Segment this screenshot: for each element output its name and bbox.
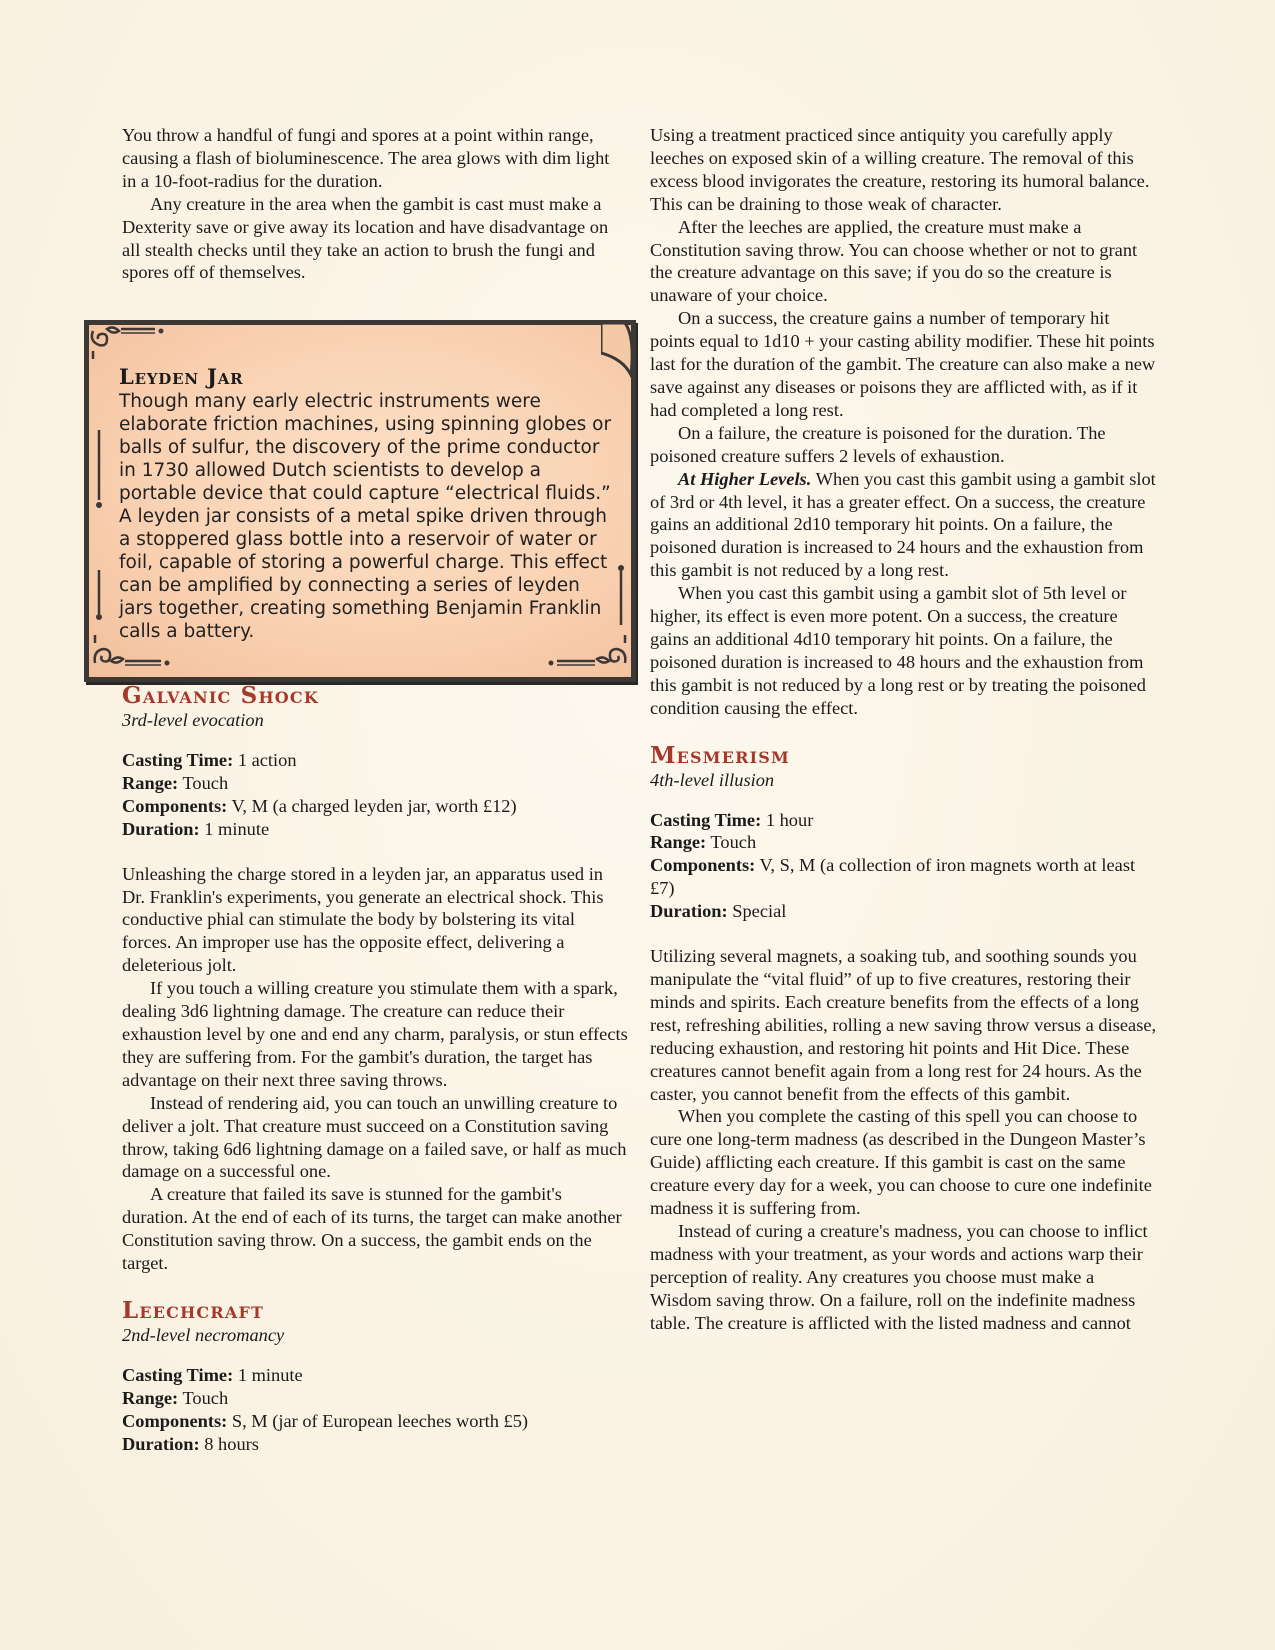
casting-time-line: [650, 809, 1158, 832]
mesmerism-paragraph-3: Instead of curing a creature's madness, you can choose to inflict madness with your treatment, as your words and actions warp their perception of reality. Any creatures you choose must make a Wisdom saving throw. On a failure, roll on the indefinite madness table. The creature is afflicted with the listed madness and cannot: [650, 1220, 1148, 1333]
mesmerism-title: Mesmerism: [650, 741, 790, 769]
range-label: Range:: [122, 1387, 179, 1408]
left-column: [122, 124, 628, 284]
duration-value: Special: [727, 901, 787, 922]
casting-time-value: 1 action: [233, 750, 297, 770]
galvanic-paragraph-1: Unleashing the charge stored in a leyden jar, an apparatus used in Dr. Franklin's experiments, you generate an electrical shock. This conductive phial can stimulate the body by bolstering its vital forces. An improper use has the opposite effect, delivering a deleterious jolt.: [122, 863, 604, 976]
duration-line: [122, 1433, 628, 1456]
left-column-lower: [122, 682, 628, 1478]
components-value: V, M (a charged leyden jar, worth £12): [227, 795, 517, 816]
duration-label: Duration:: [650, 901, 728, 922]
sidebar-content: [119, 365, 614, 643]
left-bar-ornament-icon: [93, 430, 105, 510]
components-label: Components:: [122, 795, 228, 816]
leechcraft-stats: [122, 1364, 628, 1456]
leechcraft-paragraph-4: On a failure, the creature is poisoned for the duration. The poisoned creature suffers 2 levels of exhaustion.: [650, 422, 1106, 466]
right-column: [650, 124, 1158, 1335]
duration-value: 8 hours: [199, 1433, 259, 1454]
duration-label: Duration:: [122, 818, 200, 839]
casting-time-value: 1 hour: [761, 809, 814, 830]
components-value: V, S, M (a collection of iron magnets worth at least £7): [650, 855, 1136, 899]
higher-levels-paragraph-2: When you cast this gambit using a gambit slot of 5th level or higher, its effect is even more potent. On a success, the creature gains an additional 4d10 temporary hit points. On a failure, the poisoned duration is increased to 48 hours and the exhaustion from this gambit is not reduced by a long rest or by treating the poisoned condition causing the effect.: [650, 583, 1146, 718]
intro-paragraph-1: You throw a handful of fungi and spores at a point within range, causing a flash of bioluminescence. The area glows with dim light in a 10-foot-radius for the duration.: [122, 125, 610, 191]
casting-time-value: 1 minute: [233, 1364, 303, 1385]
leyden-jar-sidebar: [84, 320, 636, 682]
sidebar-text: Though many early electric instruments were elaborate friction machines, using spinning globes or balls of sulfur, the discovery of the prime conductor in 1730 allowed Dutch scientists to develop a portable device that could capture “electrical fluids.” A leyden jar consists of a metal spike driven through a stoppered glass bottle into a reservoir of water or foil, capable of storing a powerful charge. This effect can be amplified by connecting a series of leyden jars together, creating something Benjamin Franklin calls a battery.: [119, 391, 612, 642]
spacer: [650, 720, 1158, 742]
range-value: Touch: [178, 772, 229, 793]
duration-label: Duration:: [122, 1433, 200, 1454]
leechcraft-title: Leechcraft: [122, 1296, 265, 1324]
leechcraft-type: 2nd-level necromancy: [122, 1324, 285, 1345]
duration-line: [650, 900, 1158, 923]
range-line: [122, 1387, 628, 1410]
galvanic-paragraph-2: If you touch a willing creature you stimulate them with a spark, dealing 3d6 lightning damage. The creature can reduce their exhaustion level by one and end any charm, paralysis, or stun effects they are suffering from. For the gambit's duration, the target has advantage on their next three saving throws.: [122, 978, 628, 1090]
range-line: [650, 831, 1158, 854]
higher-levels-paragraph: [650, 468, 1158, 583]
casting-time-label: Casting Time:: [122, 1364, 234, 1385]
casting-time-line: [122, 749, 628, 772]
range-label: Range:: [650, 832, 707, 853]
galvanic-paragraph-3: Instead of rendering aid, you can touch an unwilling creature to deliver a jolt. That creature must succeed on a Constitution saving throw, taking 6d6 lightning damage on a failed save, or half as much damage on a successful one.: [122, 1092, 627, 1182]
leechcraft-paragraph-1: Using a treatment practiced since antiquity you carefully apply leeches on exposed skin of a willing creature. The removal of this excess blood invigorates the creature, restoring its humoral balance. This can be draining to those weak of character.: [650, 125, 1150, 214]
range-label: Range:: [122, 772, 179, 793]
right-bar-ornament-icon: [615, 565, 627, 625]
components-label: Components:: [122, 1410, 228, 1431]
casting-time-label: Casting Time:: [122, 750, 234, 770]
galvanic-shock-title: Galvanic Shock: [122, 682, 319, 709]
duration-value: 1 minute: [199, 818, 270, 839]
leechcraft-paragraph-3: On a success, the creature gains a number of temporary hit points equal to 1d10 + your casting ability modifier. These hit points last for the duration of the gambit. The creature can also make a new save against any diseases or poisons they are afflicted with, as if it had completed a long rest.: [650, 308, 1156, 420]
spacer: [122, 1275, 628, 1297]
higher-levels-label: At Higher Levels.: [678, 468, 812, 489]
components-line: [122, 795, 628, 818]
sidebar-title: Leyden Jar: [119, 364, 244, 389]
leechcraft-paragraph-2: After the leeches are applied, the creature must make a Constitution saving throw. You can choose whether or not to grant the creature advantage on this save; if you do so the creature is unaware of your choice.: [650, 216, 1138, 306]
mesmerism-paragraph-2: When you complete the casting of this spell you can choose to cure one long-term madness (as described in the Dungeon Master’s Guide) afflicting each creature. If this gambit is cast on the same creature every day for a week, you can choose to cure one indefinite madness it is suffering from.: [650, 1106, 1152, 1219]
components-value: S, M (jar of European leeches worth £5): [227, 1410, 529, 1431]
components-line: [650, 854, 1158, 900]
mesmerism-paragraph-1: Utilizing several magnets, a soaking tub, and soothing sounds you manipulate the “vital fluid” of up to five creatures, restoring their minds and spirits. Each creature benefits from the effects of a long rest, refreshing abilities, rolling a new saving throw versus a disease, reducing exhaustion, and restoring hit points and Hit Dice. These creatures cannot benefit again from a long rest for 24 hours. As the caster, you cannot benefit from the effects of this gambit.: [650, 946, 1157, 1104]
range-line: [122, 772, 628, 795]
range-value: Touch: [178, 1387, 229, 1408]
casting-time-label: Casting Time:: [650, 809, 762, 830]
higher-levels-text: When you cast this gambit using a gambit slot of 3rd or 4th level, it has a greater effect. On a success, the creature gains an additional 2d10 temporary hit points. On a failure, the poisoned duration is increased to 24 hours and the exhaustion from this gambit is not reduced by a long rest.: [650, 468, 1156, 581]
galvanic-paragraph-4: A creature that failed its save is stunned for the gambit's duration. At the end of each of its turns, the target can make another Constitution saving throw. On a success, the gambit ends on the target.: [122, 1184, 622, 1274]
galvanic-shock-type: 3rd-level evocation: [122, 710, 264, 730]
intro-paragraph-2: Any creature in the area when the gambit is cast must make a Dexterity save or give away its location and have disadvantage on all stealth checks until they take an action to brush the fungi and spores off of themselves.: [122, 193, 609, 283]
left-lower-bar-ornament-icon: [93, 570, 105, 620]
top-left-ornament-icon: [87, 323, 207, 363]
casting-time-line: [122, 1364, 628, 1387]
components-label: Components:: [650, 855, 756, 876]
mesmerism-stats: [650, 809, 1158, 924]
duration-line: [122, 818, 628, 841]
components-line: [122, 1410, 628, 1433]
range-value: Touch: [706, 832, 757, 853]
galvanic-shock-stats: [122, 749, 628, 841]
mesmerism-type: 4th-level illusion: [650, 769, 775, 790]
